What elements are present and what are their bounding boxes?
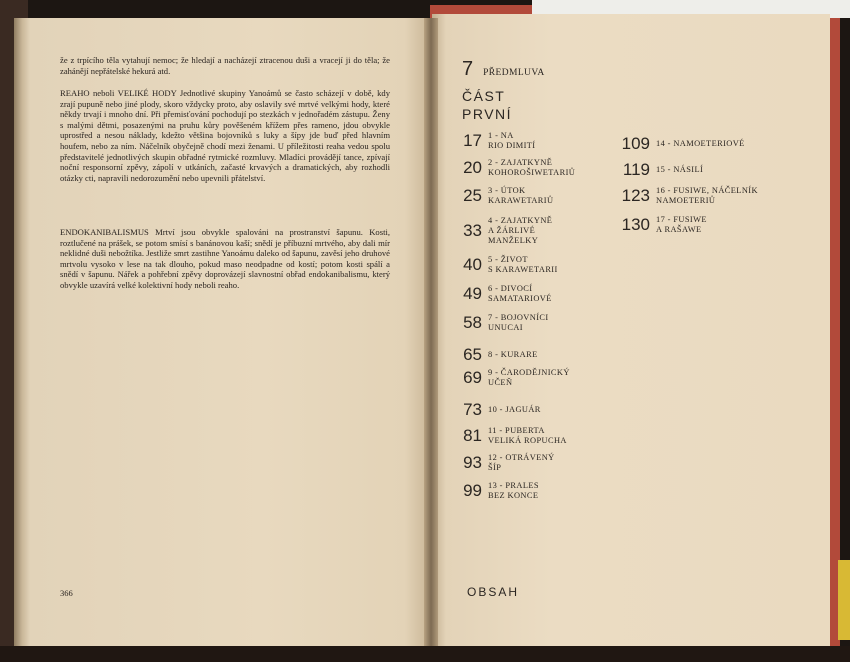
toc-page-number: 7 xyxy=(462,58,474,80)
toc-entry xyxy=(616,186,758,206)
toc-page-number: 17 xyxy=(463,131,482,150)
book-gutter xyxy=(424,18,438,646)
toc-page-number: 65 xyxy=(463,345,482,364)
toc-entry xyxy=(448,400,541,420)
toc-page-number: 20 xyxy=(463,158,482,177)
toc-chapter-title: 3 - ÚTOK KARAWETARIŮ xyxy=(488,186,554,205)
toc-entry xyxy=(616,134,745,154)
background-object xyxy=(838,560,850,640)
toc-chapter-title: 8 - KURARE xyxy=(488,350,538,359)
toc-page-number: 123 xyxy=(621,186,650,205)
toc-entry xyxy=(448,368,570,388)
toc-page-number: 119 xyxy=(622,160,650,179)
toc-page-number: 93 xyxy=(463,453,482,472)
toc-entry xyxy=(448,481,539,501)
toc-entry xyxy=(448,255,558,275)
toc-entry xyxy=(448,186,553,206)
toc-page-number: 69 xyxy=(463,368,482,387)
toc-page-number: 99 xyxy=(463,481,482,500)
toc-chapter-title: 2 - ZAJATKYNĚ KOHOROŠIWETARIŮ xyxy=(488,158,576,177)
toc-entry xyxy=(448,284,552,304)
toc-page-number: 73 xyxy=(463,400,482,419)
toc-entry xyxy=(448,426,567,446)
toc-chapter-title: 10 - JAGUÁR xyxy=(488,405,541,414)
page-number: 366 xyxy=(60,588,73,598)
book-cover-bottom xyxy=(0,646,850,662)
paragraph-intro: že z trpícího těla vytahují nemoc; že hledají a nacházejí ztracenou duši a vracejí ji do těla; že zahánějí nepřátelské hekurá atd. xyxy=(60,55,390,76)
toc-chapter-title: 11 - PUBERTA VELIKÁ ROPUCHA xyxy=(488,426,567,445)
toc-entry xyxy=(448,453,555,473)
paragraph-endokanibalismus: ENDOKANIBALISMUS Mrtví jsou obvykle spalováni na prostranství šapunu. Kosti, roztlučené na prášek, se potom smísí s banánovou kaší; snědí je příbuzní mrtvého, aby dali mír neklidné duši nebožtíka. Jestliže smrt zastihne Yanoámu daleko od šapunu, zavěsí jeho druhové mrtvolu vysoko v lese na tak dlouho, pokud maso neodpadne od kostí; potom kosti spálí a snědí v šapunu. Nářek a pohřební zpěvy doprovázejí slavnostní obřad endokanibalismu, který obvykle uzavírá velké kolektivní hody neboli reaho. xyxy=(60,227,390,290)
toc-chapter-title: 5 - ŽIVOT S KARAWETARII xyxy=(488,255,558,274)
toc-chapter-title: 6 - DIVOCÍ SAMATARIOVÉ xyxy=(488,284,552,303)
toc-chapter-title: 9 - ČARODĚJNICKÝ UČEŇ xyxy=(488,368,570,387)
part-heading-line2: PRVNÍ xyxy=(462,106,513,122)
toc-page-number: 109 xyxy=(621,134,650,153)
toc-entry xyxy=(448,345,538,365)
toc-chapter-title: 14 - NAMOETERIOVÉ xyxy=(656,139,745,148)
toc-chapter-title: 16 - FUSIWE, NÁČELNÍK NAMOETERIŮ xyxy=(656,186,758,205)
toc-page-number: 58 xyxy=(463,313,482,332)
toc-entry xyxy=(616,160,703,180)
toc-page-number: 81 xyxy=(463,426,482,445)
toc-chapter-title: 7 - BOJOVNÍCI UNUCAI xyxy=(488,313,549,332)
toc-page-number: 49 xyxy=(463,284,482,303)
toc-entry xyxy=(448,313,549,333)
footer-title: OBSAH xyxy=(467,585,520,599)
toc-entry xyxy=(448,158,575,178)
toc-chapter-title: 12 - OTRÁVENÝ ŠÍP xyxy=(488,453,555,472)
toc-entry xyxy=(448,131,536,151)
toc-chapter-title: PŘEDMLUVA xyxy=(483,67,545,78)
paragraph-reaho: REAHO neboli VELIKÉ HODY Jednotlivé skupiny Yanoámů se často scházejí v době, kdy zrají pupuně nebo jiné plody, skoro vždycky proto, aby oslavily své mrtvé velkými hody, které někdy trvají i mnoho dní. Při přemisťování pochodují po stezkách v jednořadém zástupu. Ženy s malými dětmi, posazenými na pruhu kůry pověšeném křížem přes rameno, jdou obvykle uprostřed a nesou náklady, kdežto většina bojovníků s luky a šípy jde buď před hlavním houfem, nebo za ním. Náčelník obyčejně chodí mezi ženami. U příležitosti reaha vedou spolu představitelé jednotlivých skupin obřadné rytmické rozmluvy. Mladíci provádějí tance, zpívají noční responsorní zpěvy, zápolí v utkáních, začasté krvavých a dramatických, aby rozhodli otázky cti, napravili nedorozumění nebo upevnili přátelství. xyxy=(60,88,390,183)
toc-page-number: 40 xyxy=(463,255,482,274)
toc-chapter-title: 4 - ZAJATKYNĚ A ŽÁRLIVÉ MANŽELKY xyxy=(488,216,553,245)
toc-chapter-title: 17 - FUSIWE A RAŠAWE xyxy=(656,215,707,234)
toc-chapter-title: 1 - NA RIO DIMITÍ xyxy=(488,131,536,150)
part-heading-line1: ČÁST xyxy=(462,88,506,104)
toc-entry xyxy=(616,215,707,235)
toc-page-number: 130 xyxy=(621,215,650,234)
toc-page-number: 33 xyxy=(463,221,482,240)
toc-entry-preface xyxy=(462,58,545,81)
toc-entry xyxy=(448,216,552,246)
toc-chapter-title: 15 - NÁSILÍ xyxy=(656,165,704,174)
toc-chapter-title: 13 - PRALES BEZ KONCE xyxy=(488,481,539,500)
toc-page-number: 25 xyxy=(463,186,482,205)
